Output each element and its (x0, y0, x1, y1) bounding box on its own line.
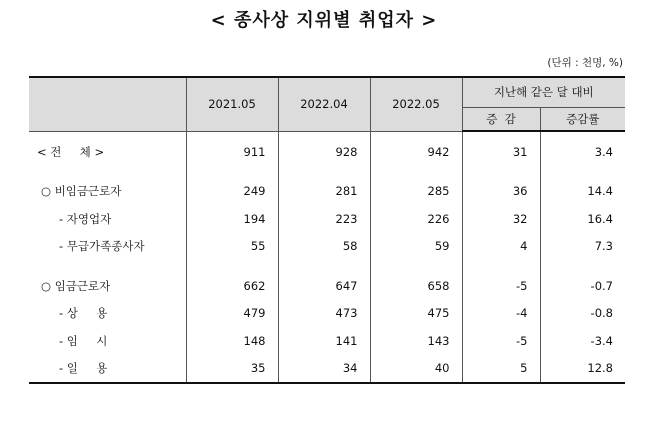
table-cell: -5 (462, 272, 540, 300)
table-cell: 194 (186, 205, 278, 233)
table-cell: 658 (370, 272, 462, 300)
table-cell: 249 (186, 178, 278, 206)
table-cell: 5 (462, 355, 540, 384)
row-label: - 상 용 (59, 306, 108, 321)
col-header-2022-05: 2022.05 (370, 77, 462, 131)
table-row-total (29, 131, 625, 166)
table-row-temporary (29, 327, 625, 355)
row-label: < 전 체 > (37, 144, 105, 159)
table-row-regular (29, 300, 625, 328)
table-cell: -5 (462, 327, 540, 355)
col-header-2022-04: 2022.04 (278, 77, 370, 131)
table-cell: 285 (370, 178, 462, 206)
spacer-cell (186, 260, 278, 272)
table-cell: -0.8 (540, 300, 625, 328)
table-row-self-employed (29, 205, 625, 233)
table-cell: 942 (370, 131, 462, 166)
stub-header (29, 77, 186, 131)
table-row-daily (29, 355, 625, 384)
table-cell: 148 (186, 327, 278, 355)
page-title: < 종사상 지위별 취업자 > (210, 10, 438, 31)
table-cell: 55 (186, 233, 278, 261)
table-cell: 31 (462, 131, 540, 166)
table-cell: 226 (370, 205, 462, 233)
col-header-2021-05: 2021.05 (186, 77, 278, 131)
group-header-yoy: 지난해 같은 달 대비 (462, 77, 625, 107)
table-cell: 141 (278, 327, 370, 355)
table-cell: 59 (370, 233, 462, 261)
spacer-cell (540, 260, 625, 272)
row-label: - 일 용 (29, 355, 186, 384)
table-cell: 32 (462, 205, 540, 233)
table-cell: 475 (370, 300, 462, 328)
spacer-cell (278, 166, 370, 178)
employment-status-table (29, 76, 625, 384)
spacer-cell (278, 260, 370, 272)
spacer-row (29, 166, 625, 178)
table-cell: -0.7 (540, 272, 625, 300)
table-cell: 58 (278, 233, 370, 261)
table-cell: 12.8 (540, 355, 625, 384)
spacer-cell (370, 260, 462, 272)
table-row-wage-workers (29, 272, 625, 300)
table-cell: -3.4 (540, 327, 625, 355)
table-cell: 36 (462, 178, 540, 206)
row-label: - 임 시 (59, 333, 108, 348)
spacer-cell (29, 166, 186, 178)
table-cell: 928 (278, 131, 370, 166)
table-row-unpaid-family-workers (29, 233, 625, 261)
header-row (29, 77, 625, 107)
table-cell: 3.4 (540, 131, 625, 166)
row-label: - 무급가족종사자 (59, 239, 145, 254)
table-cell: 40 (370, 355, 462, 384)
col-header-change: 증 감 (462, 107, 540, 131)
row-label: ○ 비임금근로자 (41, 184, 122, 199)
spacer-cell (186, 166, 278, 178)
table-cell: 479 (186, 300, 278, 328)
table-cell: 7.3 (540, 233, 625, 261)
table-cell: 14.4 (540, 178, 625, 206)
table-cell: 16.4 (540, 205, 625, 233)
col-header-change-rate: 증감률 (540, 107, 625, 131)
spacer-cell (29, 260, 186, 272)
spacer-cell (370, 166, 462, 178)
table-cell: 473 (278, 300, 370, 328)
spacer-cell (540, 166, 625, 178)
table-cell: 4 (462, 233, 540, 261)
row-label: - 자영업자 (59, 211, 112, 226)
table-cell: -4 (462, 300, 540, 328)
table-row-non-wage-workers (29, 178, 625, 206)
spacer-cell (462, 260, 540, 272)
spacer-row (29, 260, 625, 272)
row-label: ○ 임금근로자 (41, 278, 111, 293)
table-cell: 143 (370, 327, 462, 355)
table-cell: 647 (278, 272, 370, 300)
table-cell: 281 (278, 178, 370, 206)
unit-note: (단위 : 천명, %) (547, 57, 623, 69)
table-cell: 34 (278, 355, 370, 384)
table-cell: 662 (186, 272, 278, 300)
table-cell: 223 (278, 205, 370, 233)
table-cell: 911 (186, 131, 278, 166)
spacer-cell (462, 166, 540, 178)
table-cell: 35 (186, 355, 278, 384)
